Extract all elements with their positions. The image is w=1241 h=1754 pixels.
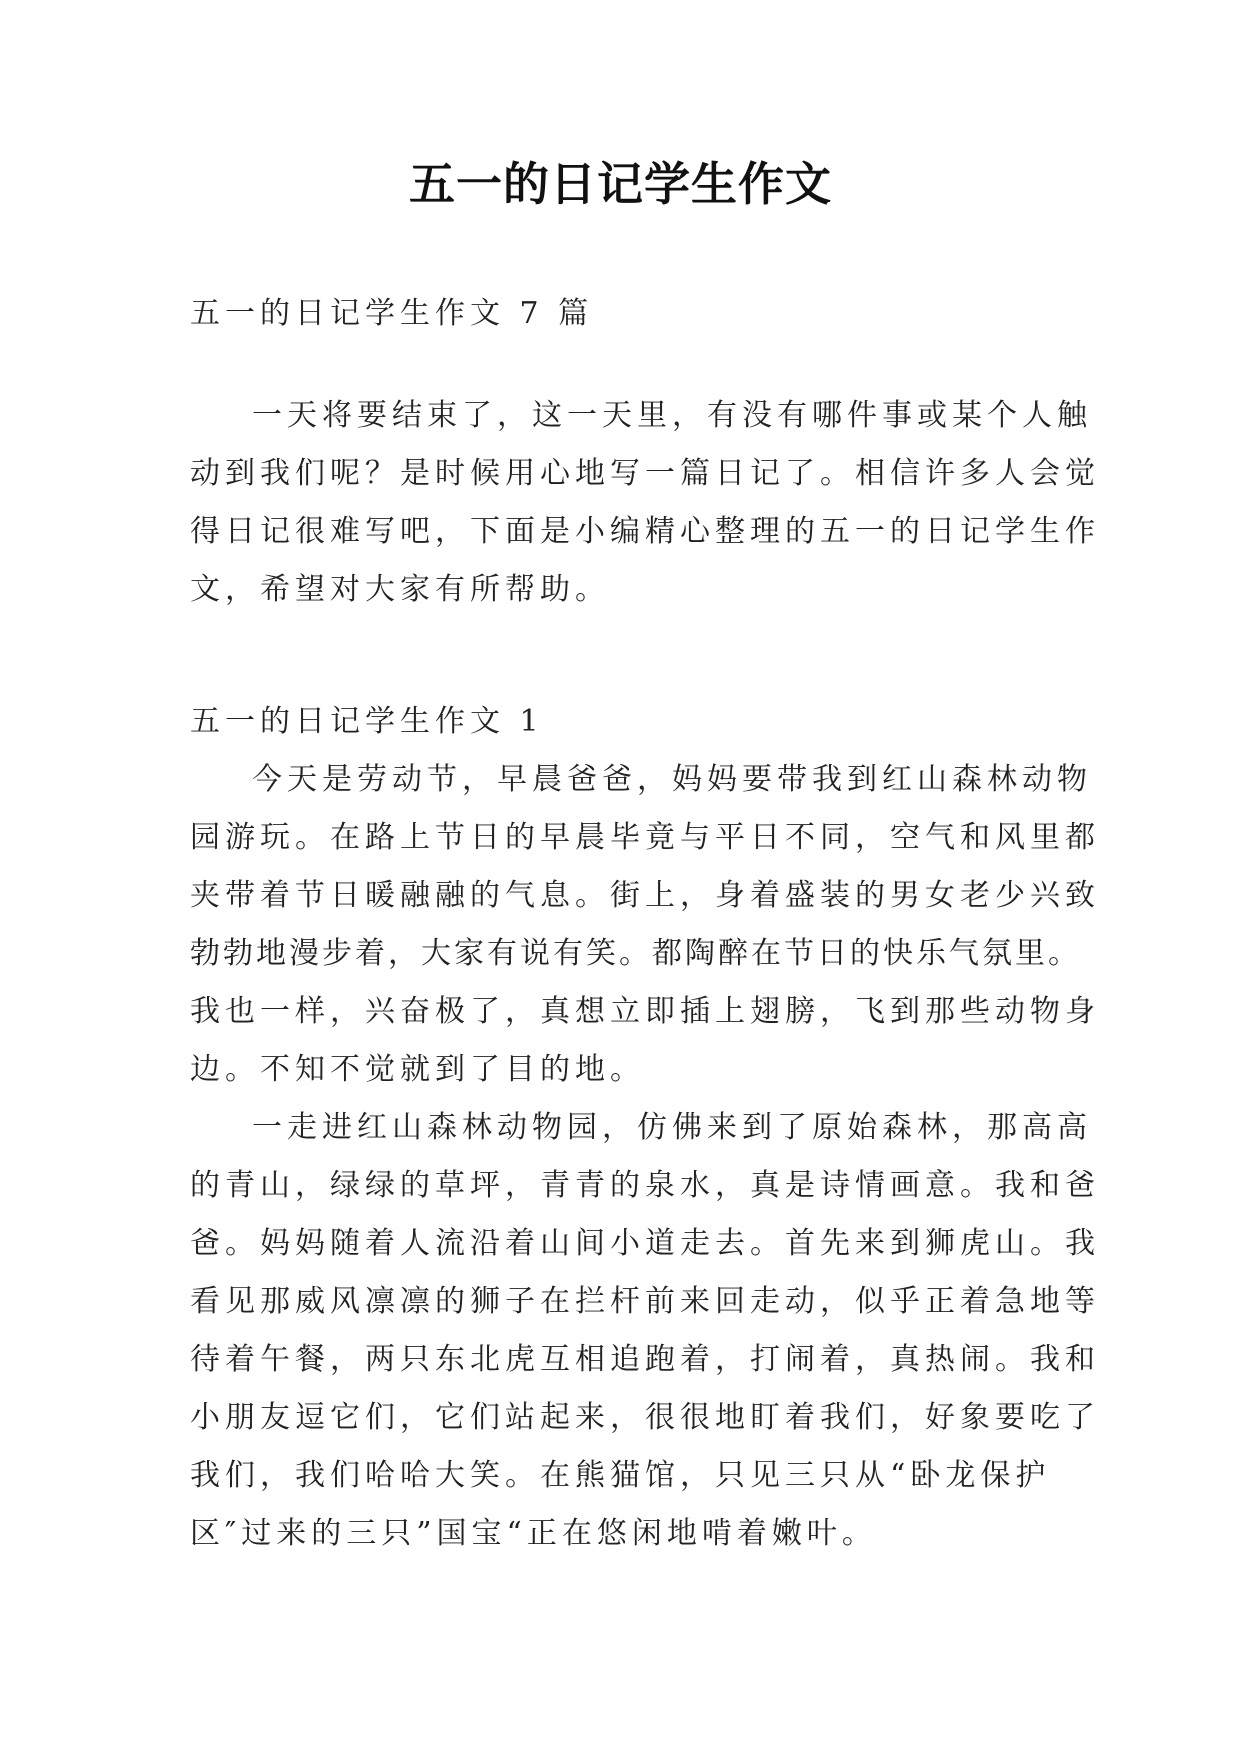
paragraph-line: 爸。妈妈随着人流沿着山间小道走去。首先来到狮虎山。我 [190, 1226, 1100, 1261]
paragraph-line: 边。不知不觉就到了目的地。 [190, 1052, 645, 1087]
paragraph-line: 区″过来的三只”国宝“正在悠闲地啃着嫩叶。 [190, 1516, 877, 1551]
document-title: 五一的日记学生作文 [409, 157, 832, 211]
intro-line: 一天将要结束了，这一天里，有没有哪件事或某个人触 [252, 398, 1092, 433]
intro-line: 得日记很难写吧，下面是小编精心整理的五一的日记学生作 [190, 514, 1100, 549]
paragraph-line: 看见那威风凛凛的狮子在拦杆前来回走动，似乎正着急地等 [190, 1284, 1100, 1319]
paragraph-line: 勃勃地漫步着，大家有说有笑。都陶醉在节日的快乐气氛里。 [190, 936, 1081, 971]
paragraph-line: 我也一样，兴奋极了，真想立即插上翅膀，飞到那些动物身 [190, 994, 1100, 1029]
paragraph-line: 的青山，绿绿的草坪，青青的泉水，真是诗情画意。我和爸 [190, 1168, 1100, 1203]
paragraph-line: 待着午餐，两只东北虎互相追跑着，打闹着，真热闹。我和 [190, 1342, 1100, 1377]
paragraph-line: 夹带着节日暖融融的气息。街上，身着盛装的男女老少兴致 [190, 878, 1100, 913]
paragraph-line: 一走进红山森林动物园，仿佛来到了原始森林，那高高 [252, 1110, 1092, 1145]
paragraph-line: 今天是劳动节，早晨爸爸，妈妈要带我到红山森林动物 [252, 762, 1092, 797]
intro-line: 文，希望对大家有所帮助。 [190, 572, 610, 607]
intro-line: 动到我们呢？是时候用心地写一篇日记了。相信许多人会觉 [190, 456, 1100, 491]
document-subtitle: 五一的日记学生作文 7 篇 [190, 296, 594, 331]
paragraph-line: 园游玩。在路上节日的早晨毕竟与平日不同，空气和风里都 [190, 820, 1100, 855]
paragraph-line: 我们，我们哈哈大笑。在熊猫馆，只见三只从“卧龙保护 [190, 1458, 1051, 1493]
paragraph-line: 小朋友逗它们，它们站起来，很很地盯着我们，好象要吃了 [190, 1400, 1100, 1435]
section-heading: 五一的日记学生作文 1 [190, 704, 544, 739]
